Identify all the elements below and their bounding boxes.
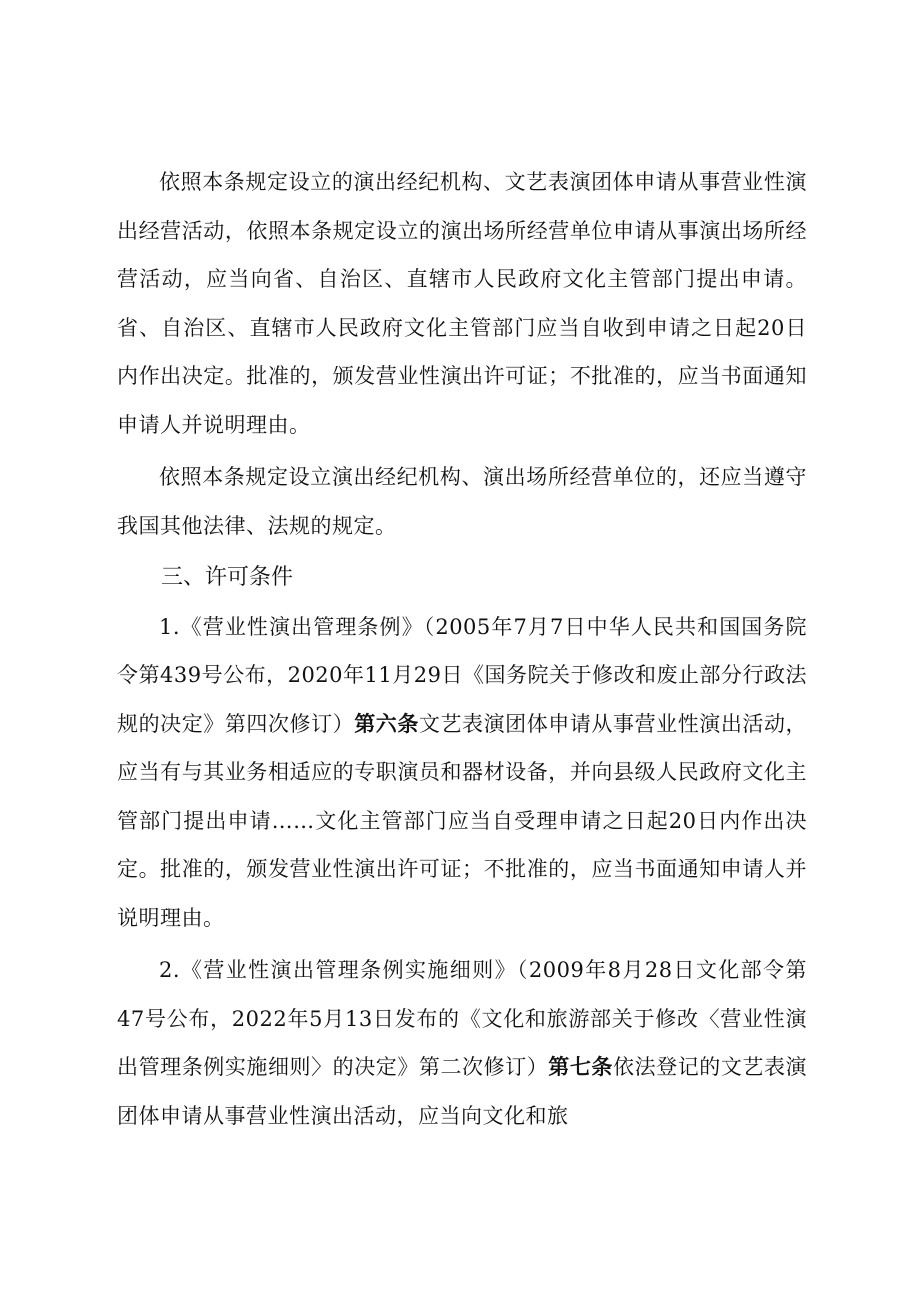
section-heading-license-conditions: 三、许可条件: [161, 565, 294, 590]
item-1-article-text: 文艺表演团体申请从事营业性演出活动，应当有与其业务相适应的专职演员和器材设备，并向县级人民政府文化主管部门提出申请……文化主管部门应当自受理申请之日起20日内作出决定。批准的，颁发营业性演出许可证；不批准的，应当书面通知申请人并说明理由。: [117, 711, 808, 930]
item-2-article-number: 第七条: [548, 1055, 613, 1079]
item-2-article-text: 依法登记的文艺表演团体申请从事营业性演出活动，应当向文化和旅: [117, 1055, 808, 1128]
legal-basis-item-1: [117, 603, 807, 943]
item-2-citation: 2.《营业性演出管理条例实施细则》（2009年8月28日文化部令第47号公布，2022年5月13日发布的《文化和旅游部关于修改〈营业性演出管理条例实施细则〉的决定》第二次修订）: [117, 958, 807, 1079]
item-1-article-number: 第六条: [354, 711, 419, 736]
paragraph-establishment-application: 依照本条规定设立的演出经纪机构、文艺表演团体申请从事营业性演出经营活动，依照本条规定设立的演出场所经营单位申请从事演出场所经营活动，应当向省、自治区、直辖市人民政府文化主管部门提出申请。省、自治区、直辖市人民政府文化主管部门应当自收到申请之日起20日内作出决定。批准的，颁发营业性演出许可证；不批准的，应当书面通知申请人并说明理由。: [117, 170, 807, 437]
item-1-citation: 1.《营业性演出管理条例》（2005年7月7日中华人民共和国国务院令第439号公布，2020年11月29日《国务院关于修改和废止部分行政法规的决定》第四次修订）: [117, 614, 807, 736]
document-body: [117, 158, 807, 1140]
paragraph-other-laws: 依照本条规定设立演出经纪机构、演出场所经营单位的，还应当遵守我国其他法律、法规的规定。: [117, 465, 807, 538]
legal-basis-item-2: [117, 946, 807, 1140]
